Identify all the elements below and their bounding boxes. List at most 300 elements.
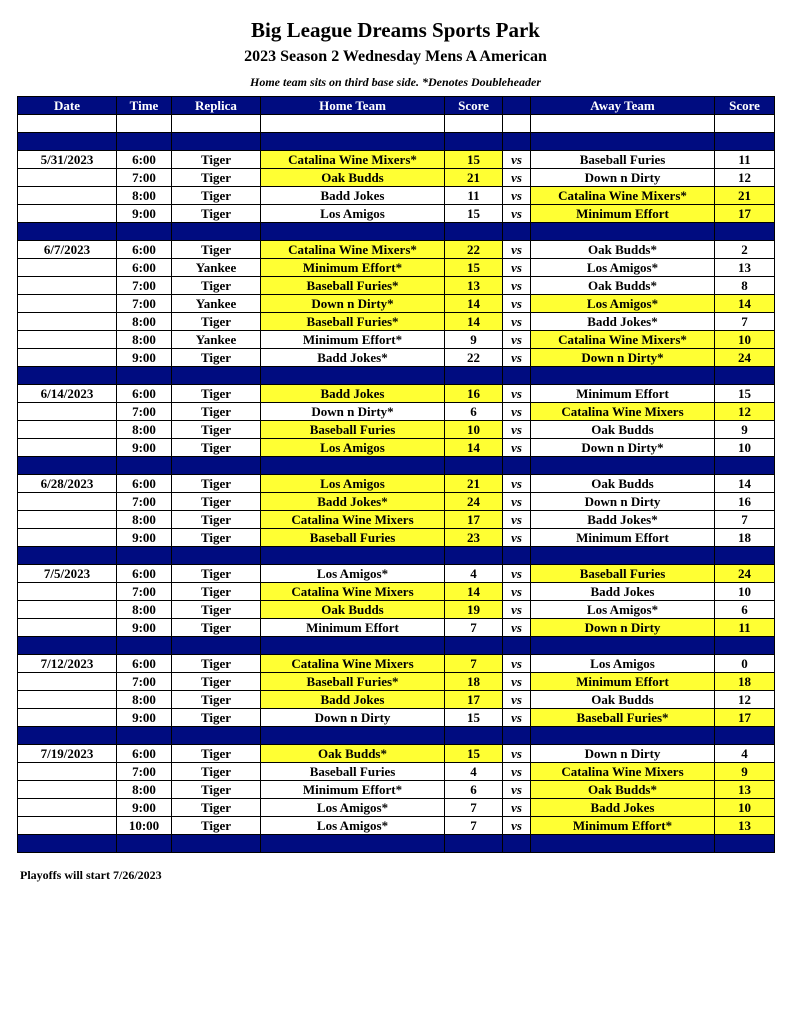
field-cell: Tiger [172,511,261,529]
field-cell: Tiger [172,313,261,331]
away-score-cell: 0 [715,655,775,673]
away-score-cell: 12 [715,403,775,421]
home-score-cell: 16 [445,385,503,403]
away-team-cell: Oak Budds* [531,241,715,259]
game-row [18,709,775,727]
away-score-cell: 14 [715,295,775,313]
date-cell [18,205,117,223]
away-team-cell: Minimum Effort [531,385,715,403]
away-score-cell: 17 [715,709,775,727]
home-score-cell: 14 [445,583,503,601]
separator-cell [117,727,172,745]
vs-cell: vs [503,187,531,205]
header-row [18,97,775,115]
field-cell: Tiger [172,601,261,619]
vs-cell: vs [503,151,531,169]
field-cell: Tiger [172,385,261,403]
time-cell: 7:00 [117,583,172,601]
time-cell: 8:00 [117,187,172,205]
away-score-cell: 15 [715,385,775,403]
time-cell: 8:00 [117,781,172,799]
date-cell [18,259,117,277]
vs-cell: vs [503,655,531,673]
away-score-cell: 11 [715,619,775,637]
game-row [18,421,775,439]
field-cell: Tiger [172,583,261,601]
time-cell: 8:00 [117,601,172,619]
field-cell: Tiger [172,817,261,835]
away-team-cell: Los Amigos* [531,295,715,313]
separator-cell [715,223,775,241]
field-cell: Tiger [172,493,261,511]
field-cell: Tiger [172,619,261,637]
vs-cell: vs [503,745,531,763]
time-cell: 9:00 [117,709,172,727]
game-row [18,241,775,259]
separator-cell [172,133,261,151]
home-team-cell: Baseball Furies [261,421,445,439]
away-team-cell: Minimum Effort [531,673,715,691]
home-score-cell: 24 [445,493,503,511]
vs-cell: vs [503,799,531,817]
home-score-cell: 19 [445,601,503,619]
home-team-cell: Minimum Effort* [261,331,445,349]
vs-cell: vs [503,619,531,637]
home-team-cell: Baseball Furies* [261,277,445,295]
time-cell: 9:00 [117,205,172,223]
time-cell: 8:00 [117,691,172,709]
date-cell [18,691,117,709]
home-team-cell: Badd Jokes [261,187,445,205]
vs-cell: vs [503,403,531,421]
separator-row [18,547,775,565]
vs-cell: vs [503,709,531,727]
separator-row [18,133,775,151]
away-team-cell: Down n Dirty [531,745,715,763]
time-cell: 6:00 [117,241,172,259]
field-cell: Tiger [172,673,261,691]
playoffs-note: Playoffs will start 7/26/2023 [20,868,162,882]
home-score-cell: 9 [445,331,503,349]
away-score-cell: 10 [715,331,775,349]
date-cell [18,619,117,637]
time-cell: 8:00 [117,511,172,529]
separator-cell [503,223,531,241]
home-score-cell: 17 [445,691,503,709]
game-row [18,439,775,457]
away-team-cell: Badd Jokes* [531,313,715,331]
separator-cell [18,547,117,565]
date-cell [18,349,117,367]
separator-cell [261,223,445,241]
separator-cell [531,223,715,241]
game-row [18,295,775,313]
separator-cell [715,133,775,151]
separator-cell [715,367,775,385]
away-team-cell: Oak Budds* [531,781,715,799]
blank-cell [261,115,445,133]
separator-cell [18,727,117,745]
time-cell: 9:00 [117,799,172,817]
field-cell: Tiger [172,241,261,259]
separator-row [18,367,775,385]
away-team-cell: Oak Budds* [531,277,715,295]
separator-cell [445,367,503,385]
home-team-cell: Los Amigos* [261,565,445,583]
separator-row [18,835,775,853]
column-header-away-score: Score [715,97,775,115]
home-score-cell: 14 [445,295,503,313]
vs-cell: vs [503,673,531,691]
field-cell: Tiger [172,151,261,169]
away-team-cell: Down n Dirty [531,169,715,187]
game-row [18,583,775,601]
away-team-cell: Down n Dirty* [531,349,715,367]
home-team-cell: Catalina Wine Mixers [261,583,445,601]
away-score-cell: 8 [715,277,775,295]
time-cell: 6:00 [117,385,172,403]
date-cell [18,763,117,781]
away-score-cell: 9 [715,763,775,781]
separator-cell [531,637,715,655]
date-cell [18,583,117,601]
away-score-cell: 17 [715,205,775,223]
date-cell: 6/14/2023 [18,385,117,403]
date-cell: 7/5/2023 [18,565,117,583]
separator-cell [531,133,715,151]
schedule-note: Home team sits on third base side. *Denotes Doubleheader [250,75,541,89]
separator-cell [503,457,531,475]
vs-cell: vs [503,511,531,529]
away-team-cell: Catalina Wine Mixers* [531,331,715,349]
vs-cell: vs [503,205,531,223]
separator-cell [715,835,775,853]
game-row [18,817,775,835]
home-team-cell: Los Amigos [261,475,445,493]
home-team-cell: Down n Dirty [261,709,445,727]
date-cell [18,799,117,817]
separator-cell [117,835,172,853]
date-cell [18,817,117,835]
time-cell: 9:00 [117,439,172,457]
separator-row [18,727,775,745]
separator-cell [445,637,503,655]
home-score-cell: 6 [445,403,503,421]
date-cell [18,421,117,439]
away-score-cell: 10 [715,583,775,601]
game-row [18,151,775,169]
away-team-cell: Down n Dirty* [531,439,715,457]
home-team-cell: Catalina Wine Mixers* [261,151,445,169]
away-team-cell: Baseball Furies [531,565,715,583]
field-cell: Tiger [172,709,261,727]
home-team-cell: Los Amigos* [261,799,445,817]
separator-cell [172,457,261,475]
separator-cell [261,727,445,745]
home-team-cell: Minimum Effort* [261,781,445,799]
vs-cell: vs [503,439,531,457]
game-row [18,565,775,583]
away-team-cell: Minimum Effort [531,529,715,547]
time-cell: 7:00 [117,493,172,511]
date-cell [18,511,117,529]
separator-cell [715,637,775,655]
field-cell: Tiger [172,403,261,421]
home-score-cell: 6 [445,781,503,799]
vs-cell: vs [503,241,531,259]
field-cell: Tiger [172,691,261,709]
away-score-cell: 13 [715,817,775,835]
away-team-cell: Oak Budds [531,421,715,439]
time-cell: 6:00 [117,655,172,673]
game-row [18,493,775,511]
home-team-cell: Badd Jokes* [261,493,445,511]
time-cell: 10:00 [117,817,172,835]
away-score-cell: 10 [715,799,775,817]
home-score-cell: 13 [445,277,503,295]
game-row [18,673,775,691]
away-score-cell: 10 [715,439,775,457]
home-team-cell: Catalina Wine Mixers* [261,241,445,259]
separator-cell [18,223,117,241]
game-row [18,349,775,367]
separator-cell [18,457,117,475]
blank-row [18,115,775,133]
home-score-cell: 15 [445,745,503,763]
game-row [18,619,775,637]
field-cell: Tiger [172,277,261,295]
separator-cell [172,547,261,565]
home-team-cell: Badd Jokes* [261,349,445,367]
field-cell: Tiger [172,187,261,205]
separator-cell [715,457,775,475]
separator-cell [503,727,531,745]
separator-cell [117,637,172,655]
away-team-cell: Los Amigos [531,655,715,673]
game-row [18,169,775,187]
vs-cell: vs [503,583,531,601]
separator-cell [503,367,531,385]
time-cell: 7:00 [117,403,172,421]
separator-cell [117,547,172,565]
home-score-cell: 10 [445,421,503,439]
date-cell [18,709,117,727]
vs-cell: vs [503,601,531,619]
separator-cell [261,835,445,853]
field-cell: Tiger [172,421,261,439]
separator-row [18,637,775,655]
time-cell: 7:00 [117,763,172,781]
column-header-time: Time [117,97,172,115]
time-cell: 8:00 [117,313,172,331]
vs-cell: vs [503,331,531,349]
separator-cell [117,133,172,151]
home-score-cell: 22 [445,241,503,259]
blank-cell [18,115,117,133]
field-cell: Tiger [172,349,261,367]
away-score-cell: 7 [715,511,775,529]
date-cell [18,493,117,511]
away-team-cell: Catalina Wine Mixers* [531,187,715,205]
separator-cell [503,835,531,853]
home-team-cell: Baseball Furies* [261,673,445,691]
away-team-cell: Catalina Wine Mixers [531,403,715,421]
vs-cell: vs [503,565,531,583]
separator-cell [172,835,261,853]
away-score-cell: 24 [715,565,775,583]
field-cell: Tiger [172,745,261,763]
home-score-cell: 7 [445,817,503,835]
date-cell: 6/7/2023 [18,241,117,259]
away-score-cell: 2 [715,241,775,259]
game-row [18,529,775,547]
away-team-cell: Down n Dirty [531,493,715,511]
separator-row [18,223,775,241]
away-score-cell: 18 [715,529,775,547]
blank-cell [715,115,775,133]
vs-cell: vs [503,313,531,331]
home-team-cell: Minimum Effort [261,619,445,637]
away-score-cell: 12 [715,169,775,187]
game-row [18,511,775,529]
home-score-cell: 14 [445,313,503,331]
separator-cell [445,727,503,745]
home-team-cell: Badd Jokes [261,691,445,709]
away-score-cell: 14 [715,475,775,493]
game-row [18,691,775,709]
separator-cell [172,367,261,385]
away-team-cell: Baseball Furies* [531,709,715,727]
game-row [18,331,775,349]
time-cell: 7:00 [117,673,172,691]
home-score-cell: 22 [445,349,503,367]
separator-cell [531,547,715,565]
field-cell: Tiger [172,565,261,583]
home-team-cell: Badd Jokes [261,385,445,403]
home-team-cell: Los Amigos [261,439,445,457]
away-team-cell: Down n Dirty [531,619,715,637]
separator-cell [18,835,117,853]
away-team-cell: Badd Jokes* [531,511,715,529]
separator-cell [445,547,503,565]
home-team-cell: Down n Dirty* [261,403,445,421]
separator-cell [445,133,503,151]
date-cell [18,331,117,349]
separator-cell [117,223,172,241]
home-score-cell: 11 [445,187,503,205]
time-cell: 6:00 [117,259,172,277]
separator-cell [531,835,715,853]
field-cell: Tiger [172,205,261,223]
away-score-cell: 24 [715,349,775,367]
vs-cell: vs [503,277,531,295]
separator-cell [715,727,775,745]
vs-cell: vs [503,421,531,439]
home-team-cell: Baseball Furies* [261,313,445,331]
home-team-cell: Oak Budds [261,601,445,619]
away-score-cell: 12 [715,691,775,709]
home-score-cell: 14 [445,439,503,457]
game-row [18,403,775,421]
home-score-cell: 21 [445,169,503,187]
column-header-away-team: Away Team [531,97,715,115]
field-cell: Yankee [172,295,261,313]
away-team-cell: Oak Budds [531,691,715,709]
date-cell: 6/28/2023 [18,475,117,493]
field-cell: Tiger [172,763,261,781]
column-header-date: Date [18,97,117,115]
home-score-cell: 17 [445,511,503,529]
page-title: Big League Dreams Sports Park [251,18,540,42]
separator-cell [172,637,261,655]
date-cell [18,781,117,799]
blank-cell [445,115,503,133]
column-header-replica: Replica [172,97,261,115]
separator-cell [531,457,715,475]
home-team-cell: Baseball Furies [261,529,445,547]
separator-cell [445,223,503,241]
game-row [18,763,775,781]
field-cell: Yankee [172,259,261,277]
home-score-cell: 23 [445,529,503,547]
home-team-cell: Los Amigos* [261,817,445,835]
date-cell [18,313,117,331]
time-cell: 7:00 [117,295,172,313]
blank-cell [172,115,261,133]
away-score-cell: 6 [715,601,775,619]
away-score-cell: 9 [715,421,775,439]
separator-cell [531,727,715,745]
time-cell: 9:00 [117,529,172,547]
separator-cell [172,727,261,745]
separator-cell [445,835,503,853]
game-row [18,313,775,331]
home-score-cell: 7 [445,799,503,817]
separator-cell [261,457,445,475]
game-row [18,277,775,295]
home-team-cell: Catalina Wine Mixers [261,511,445,529]
date-cell [18,277,117,295]
home-score-cell: 4 [445,763,503,781]
separator-cell [261,133,445,151]
home-score-cell: 18 [445,673,503,691]
time-cell: 9:00 [117,619,172,637]
separator-cell [445,457,503,475]
vs-cell: vs [503,691,531,709]
date-cell [18,187,117,205]
separator-cell [18,637,117,655]
date-cell [18,169,117,187]
vs-cell: vs [503,295,531,313]
field-cell: Tiger [172,475,261,493]
vs-cell: vs [503,385,531,403]
time-cell: 6:00 [117,565,172,583]
date-cell: 5/31/2023 [18,151,117,169]
column-header-home-score: Score [445,97,503,115]
field-cell: Yankee [172,331,261,349]
date-cell [18,403,117,421]
home-team-cell: Oak Budds [261,169,445,187]
home-score-cell: 21 [445,475,503,493]
field-cell: Tiger [172,799,261,817]
home-team-cell: Los Amigos [261,205,445,223]
separator-cell [503,547,531,565]
game-row [18,259,775,277]
separator-cell [261,547,445,565]
away-score-cell: 13 [715,781,775,799]
home-score-cell: 15 [445,205,503,223]
schedule-body [18,115,775,853]
